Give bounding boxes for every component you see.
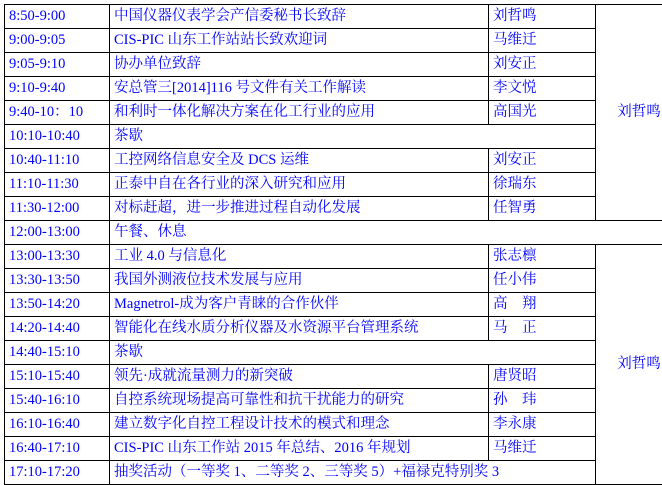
time-cell: 15:10-15:40	[5, 365, 110, 389]
topic-cell: 我国外测液位技术发展与应用	[110, 269, 489, 293]
conference-schedule-table	[4, 4, 662, 485]
topic-cell: 自控系统现场提高可靠性和抗干扰能力的研究	[110, 389, 489, 413]
topic-cell: 建立数字化自控工程设计技术的模式和理念	[110, 413, 489, 437]
time-cell: 11:30-12:00	[5, 197, 110, 221]
speaker-cell: 马维迁	[489, 29, 596, 53]
speaker-cell: 徐瑞东	[489, 173, 596, 197]
topic-cell: 对标赶超，进一步推进过程自动化发展	[110, 197, 489, 221]
host-cell: 刘哲鸣	[596, 245, 662, 485]
topic-cell: 中国仪器仪表学会产信委秘书长致辞	[110, 5, 489, 29]
speaker-cell: 张志檩	[489, 245, 596, 269]
time-cell: 9:00-9:05	[5, 29, 110, 53]
table-row	[5, 389, 662, 413]
topic-cell: 协办单位致辞	[110, 53, 489, 77]
speaker-cell: 任小伟	[489, 269, 596, 293]
topic-cell: CIS-PIC 山东工作站 2015 年总结、2016 年规划	[110, 437, 489, 461]
topic-cell: CIS-PIC 山东工作站站长致欢迎词	[110, 29, 489, 53]
topic-cell: 安总管三[2014]116 号文件有关工作解读	[110, 77, 489, 101]
time-cell: 9:40-10：10	[5, 101, 110, 125]
time-cell: 12:00-13:00	[5, 221, 110, 245]
speaker-cell: 高国光	[489, 101, 596, 125]
table-row	[5, 317, 662, 341]
topic-cell: 茶歇	[110, 341, 596, 365]
table-row	[5, 365, 662, 389]
schedule-table-body	[5, 5, 662, 485]
table-row	[5, 29, 662, 53]
time-cell: 9:10-9:40	[5, 77, 110, 101]
speaker-cell: 刘安正	[489, 53, 596, 77]
speaker-cell: 刘哲鸣	[489, 5, 596, 29]
speaker-cell: 唐贤昭	[489, 365, 596, 389]
table-row	[5, 413, 662, 437]
topic-cell: 正泰中自在各行业的深入研究和应用	[110, 173, 489, 197]
time-cell: 16:10-16:40	[5, 413, 110, 437]
table-row	[5, 149, 662, 173]
time-cell: 14:40-15:10	[5, 341, 110, 365]
table-row	[5, 245, 662, 269]
time-cell: 11:10-11:30	[5, 173, 110, 197]
time-cell: 15:40-16:10	[5, 389, 110, 413]
table-row	[5, 5, 662, 29]
table-row	[5, 101, 662, 125]
topic-cell: 抽奖活动（一等奖 1、二等奖 2、三等奖 5）+福禄克特别奖 3	[110, 461, 596, 485]
time-cell: 13:00-13:30	[5, 245, 110, 269]
host-cell: 刘哲鸣	[596, 5, 662, 221]
time-cell: 13:30-13:50	[5, 269, 110, 293]
speaker-cell: 马维迁	[489, 437, 596, 461]
time-cell: 13:50-14:20	[5, 293, 110, 317]
time-cell: 14:20-14:40	[5, 317, 110, 341]
topic-cell: Magnetrol-成为客户青睐的合作伙伴	[110, 293, 489, 317]
time-cell: 8:50-9:00	[5, 5, 110, 29]
time-cell: 10:10-10:40	[5, 125, 110, 149]
speaker-cell: 刘安正	[489, 149, 596, 173]
topic-cell: 午餐、休息	[110, 221, 662, 245]
table-row	[5, 341, 662, 365]
speaker-cell: 任智勇	[489, 197, 596, 221]
topic-cell: 领先·成就流量测力的新突破	[110, 365, 489, 389]
table-row	[5, 461, 662, 485]
speaker-cell: 马 正	[489, 317, 596, 341]
time-cell: 10:40-11:10	[5, 149, 110, 173]
table-row	[5, 173, 662, 197]
table-row	[5, 221, 662, 245]
speaker-cell: 高 翔	[489, 293, 596, 317]
table-row	[5, 77, 662, 101]
topic-cell: 和利时一体化解决方案在化工行业的应用	[110, 101, 489, 125]
speaker-cell: 孙 玮	[489, 389, 596, 413]
topic-cell: 智能化在线水质分析仪器及水资源平台管理系统	[110, 317, 489, 341]
table-row	[5, 293, 662, 317]
table-row	[5, 269, 662, 293]
table-row	[5, 437, 662, 461]
topic-cell: 工控网络信息安全及 DCS 运维	[110, 149, 489, 173]
time-cell: 16:40-17:10	[5, 437, 110, 461]
speaker-cell: 李文悦	[489, 77, 596, 101]
speaker-cell: 李永康	[489, 413, 596, 437]
topic-cell: 茶歇	[110, 125, 596, 149]
time-cell: 9:05-9:10	[5, 53, 110, 77]
table-row	[5, 125, 662, 149]
topic-cell: 工业 4.0 与信息化	[110, 245, 489, 269]
time-cell: 17:10-17:20	[5, 461, 110, 485]
table-row	[5, 53, 662, 77]
table-row	[5, 197, 662, 221]
